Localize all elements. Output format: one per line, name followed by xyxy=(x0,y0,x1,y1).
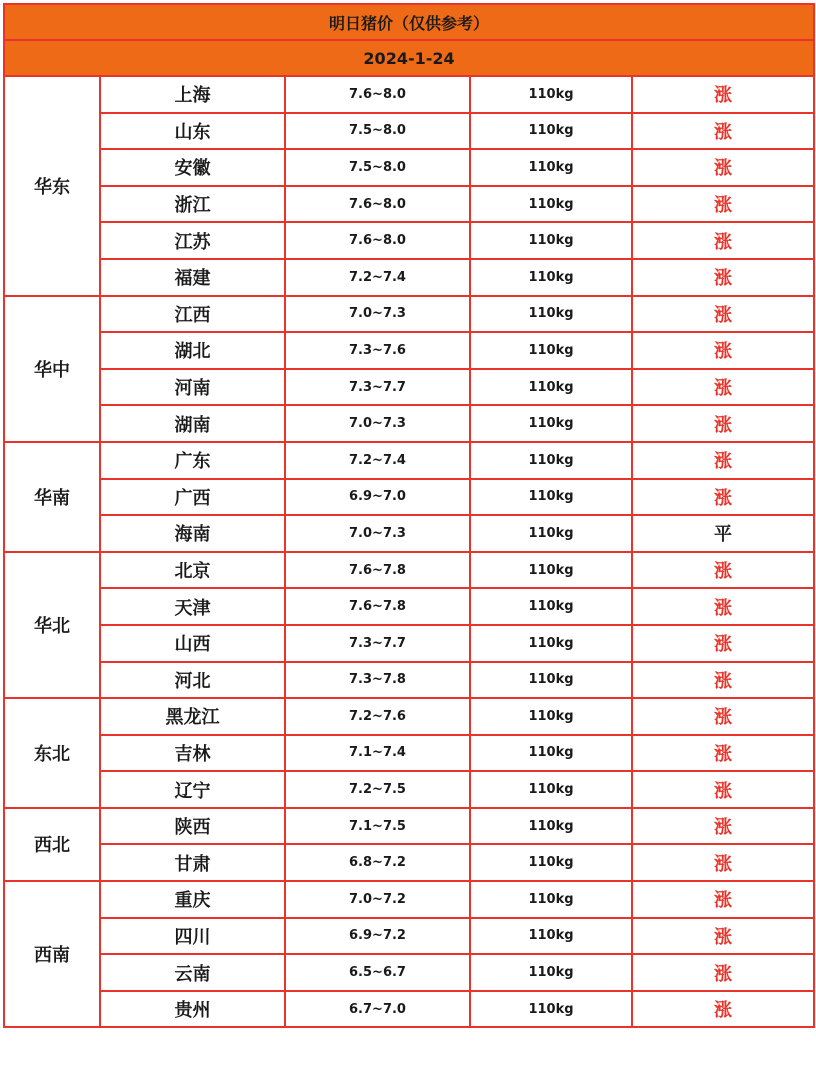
table-row xyxy=(4,918,814,955)
price-cell: 6.5~6.7 xyxy=(285,954,470,991)
table-row xyxy=(4,405,814,442)
price-cell: 6.9~7.2 xyxy=(285,918,470,955)
table-row xyxy=(4,332,814,369)
price-cell: 7.5~8.0 xyxy=(285,149,470,186)
price-cell: 7.6~8.0 xyxy=(285,222,470,259)
province-cell: 河北 xyxy=(100,662,285,699)
price-cell: 7.0~7.3 xyxy=(285,405,470,442)
price-cell: 6.8~7.2 xyxy=(285,844,470,881)
weight-cell: 110kg xyxy=(470,405,632,442)
price-cell: 7.2~7.5 xyxy=(285,771,470,808)
trend-cell: 涨 xyxy=(632,332,814,369)
province-cell: 四川 xyxy=(100,918,285,955)
province-cell: 广东 xyxy=(100,442,285,479)
province-cell: 重庆 xyxy=(100,881,285,918)
weight-cell: 110kg xyxy=(470,76,632,113)
table-row xyxy=(4,954,814,991)
trend-cell: 涨 xyxy=(632,442,814,479)
weight-cell: 110kg xyxy=(470,149,632,186)
weight-cell: 110kg xyxy=(470,588,632,625)
table-row xyxy=(4,625,814,662)
province-cell: 广西 xyxy=(100,479,285,516)
table-row xyxy=(4,149,814,186)
trend-cell: 涨 xyxy=(632,844,814,881)
price-cell: 7.2~7.6 xyxy=(285,698,470,735)
province-cell: 海南 xyxy=(100,515,285,552)
province-cell: 北京 xyxy=(100,552,285,589)
province-cell: 甘肃 xyxy=(100,844,285,881)
price-table-container xyxy=(3,3,813,1028)
price-cell: 7.6~8.0 xyxy=(285,186,470,223)
province-cell: 浙江 xyxy=(100,186,285,223)
province-cell: 山西 xyxy=(100,625,285,662)
table-row xyxy=(4,662,814,699)
province-cell: 黑龙江 xyxy=(100,698,285,735)
table-row xyxy=(4,113,814,150)
trend-cell: 涨 xyxy=(632,113,814,150)
price-cell: 7.6~8.0 xyxy=(285,76,470,113)
weight-cell: 110kg xyxy=(470,918,632,955)
weight-cell: 110kg xyxy=(470,113,632,150)
table-row xyxy=(4,442,814,479)
trend-cell: 涨 xyxy=(632,149,814,186)
table-row xyxy=(4,296,814,333)
trend-cell: 涨 xyxy=(632,405,814,442)
weight-cell: 110kg xyxy=(470,808,632,845)
trend-cell: 涨 xyxy=(632,259,814,296)
weight-cell: 110kg xyxy=(470,442,632,479)
trend-cell: 涨 xyxy=(632,369,814,406)
trend-cell: 涨 xyxy=(632,735,814,772)
weight-cell: 110kg xyxy=(470,479,632,516)
trend-cell: 涨 xyxy=(632,808,814,845)
province-cell: 贵州 xyxy=(100,991,285,1028)
province-cell: 山东 xyxy=(100,113,285,150)
region-cell: 华南 xyxy=(4,442,100,552)
table-row xyxy=(4,76,814,113)
weight-cell: 110kg xyxy=(470,771,632,808)
region-cell: 西南 xyxy=(4,881,100,1027)
price-cell: 7.3~7.7 xyxy=(285,369,470,406)
trend-cell: 涨 xyxy=(632,918,814,955)
region-cell: 东北 xyxy=(4,698,100,808)
trend-cell: 涨 xyxy=(632,479,814,516)
table-row xyxy=(4,771,814,808)
date-row xyxy=(4,40,814,76)
price-cell: 7.6~7.8 xyxy=(285,552,470,589)
table-date: 2024-1-24 xyxy=(4,40,814,76)
weight-cell: 110kg xyxy=(470,954,632,991)
table-row xyxy=(4,991,814,1028)
weight-cell: 110kg xyxy=(470,186,632,223)
region-cell: 华东 xyxy=(4,76,100,296)
region-cell: 华北 xyxy=(4,552,100,698)
weight-cell: 110kg xyxy=(470,662,632,699)
province-cell: 湖北 xyxy=(100,332,285,369)
province-cell: 安徽 xyxy=(100,149,285,186)
trend-cell: 涨 xyxy=(632,771,814,808)
price-cell: 7.1~7.5 xyxy=(285,808,470,845)
trend-cell: 涨 xyxy=(632,588,814,625)
table-row xyxy=(4,222,814,259)
price-cell: 7.0~7.3 xyxy=(285,515,470,552)
trend-cell: 涨 xyxy=(632,698,814,735)
table-row xyxy=(4,588,814,625)
province-cell: 河南 xyxy=(100,369,285,406)
table-row xyxy=(4,515,814,552)
trend-cell: 涨 xyxy=(632,76,814,113)
weight-cell: 110kg xyxy=(470,515,632,552)
weight-cell: 110kg xyxy=(470,991,632,1028)
province-cell: 福建 xyxy=(100,259,285,296)
province-cell: 陕西 xyxy=(100,808,285,845)
weight-cell: 110kg xyxy=(470,552,632,589)
province-cell: 云南 xyxy=(100,954,285,991)
province-cell: 吉林 xyxy=(100,735,285,772)
price-cell: 7.5~8.0 xyxy=(285,113,470,150)
table-body xyxy=(4,4,814,1027)
trend-cell: 平 xyxy=(632,515,814,552)
trend-cell: 涨 xyxy=(632,954,814,991)
province-cell: 江西 xyxy=(100,296,285,333)
price-cell: 6.9~7.0 xyxy=(285,479,470,516)
table-row xyxy=(4,259,814,296)
price-cell: 7.0~7.3 xyxy=(285,296,470,333)
table-row xyxy=(4,698,814,735)
price-cell: 7.3~7.6 xyxy=(285,332,470,369)
trend-cell: 涨 xyxy=(632,625,814,662)
table-row xyxy=(4,479,814,516)
trend-cell: 涨 xyxy=(632,881,814,918)
table-row xyxy=(4,808,814,845)
price-cell: 7.0~7.2 xyxy=(285,881,470,918)
title-row xyxy=(4,4,814,40)
trend-cell: 涨 xyxy=(632,662,814,699)
table-row xyxy=(4,735,814,772)
trend-cell: 涨 xyxy=(632,296,814,333)
price-cell: 7.2~7.4 xyxy=(285,442,470,479)
weight-cell: 110kg xyxy=(470,222,632,259)
price-cell: 6.7~7.0 xyxy=(285,991,470,1028)
province-cell: 天津 xyxy=(100,588,285,625)
price-cell: 7.3~7.8 xyxy=(285,662,470,699)
table-row xyxy=(4,186,814,223)
table-row xyxy=(4,844,814,881)
weight-cell: 110kg xyxy=(470,844,632,881)
weight-cell: 110kg xyxy=(470,735,632,772)
weight-cell: 110kg xyxy=(470,625,632,662)
region-cell: 华中 xyxy=(4,296,100,442)
trend-cell: 涨 xyxy=(632,186,814,223)
pig-price-table xyxy=(3,3,815,1028)
province-cell: 江苏 xyxy=(100,222,285,259)
trend-cell: 涨 xyxy=(632,991,814,1028)
price-cell: 7.2~7.4 xyxy=(285,259,470,296)
table-row xyxy=(4,552,814,589)
trend-cell: 涨 xyxy=(632,222,814,259)
weight-cell: 110kg xyxy=(470,296,632,333)
weight-cell: 110kg xyxy=(470,259,632,296)
region-cell: 西北 xyxy=(4,808,100,881)
table-title: 明日猪价（仅供参考） xyxy=(4,4,814,40)
province-cell: 湖南 xyxy=(100,405,285,442)
price-cell: 7.6~7.8 xyxy=(285,588,470,625)
trend-cell: 涨 xyxy=(632,552,814,589)
price-cell: 7.3~7.7 xyxy=(285,625,470,662)
province-cell: 上海 xyxy=(100,76,285,113)
price-cell: 7.1~7.4 xyxy=(285,735,470,772)
table-row xyxy=(4,369,814,406)
province-cell: 辽宁 xyxy=(100,771,285,808)
weight-cell: 110kg xyxy=(470,698,632,735)
weight-cell: 110kg xyxy=(470,881,632,918)
weight-cell: 110kg xyxy=(470,369,632,406)
table-row xyxy=(4,881,814,918)
weight-cell: 110kg xyxy=(470,332,632,369)
